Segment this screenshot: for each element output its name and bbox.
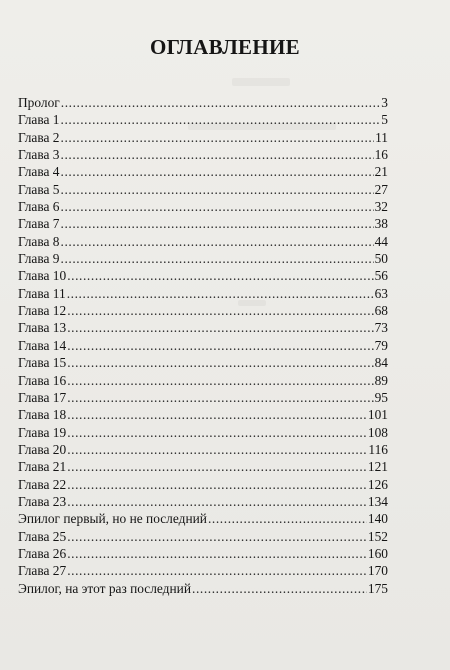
toc-entry [18, 389, 388, 406]
toc-entry [18, 354, 388, 371]
dot-leader [67, 354, 373, 371]
dot-leader [67, 441, 367, 458]
toc-entry-label: Глава 12 [18, 303, 67, 319]
toc-entry [18, 285, 388, 302]
dot-leader [67, 372, 373, 389]
dot-leader [61, 215, 374, 232]
toc-entry-label: Глава 7 [18, 216, 60, 232]
dot-leader [61, 250, 374, 267]
toc-entry-label: Глава 23 [18, 493, 67, 509]
toc-entry [18, 198, 388, 215]
toc-entry [18, 337, 388, 354]
toc-entry [18, 580, 388, 597]
toc-entry-page-number: 108 [367, 424, 388, 440]
dot-leader [67, 285, 374, 302]
dot-leader [192, 580, 367, 597]
dot-leader [67, 493, 367, 510]
toc-entry [18, 233, 388, 250]
toc-entry-label: Глава 22 [18, 476, 67, 492]
dot-leader [61, 233, 374, 250]
toc-entry-label: Глава 4 [18, 164, 60, 180]
toc-entry-label: Глава 1 [18, 112, 60, 128]
toc-entry [18, 406, 388, 423]
toc-entry-page-number: 56 [374, 268, 388, 284]
toc-entry-page-number: 73 [374, 320, 388, 336]
toc-entry-label: Глава 15 [18, 355, 67, 371]
toc-entry-page-number: 11 [375, 129, 388, 145]
toc-entry-page-number: 140 [367, 511, 388, 527]
toc-entry [18, 424, 388, 441]
dot-leader [61, 94, 381, 111]
toc-entry [18, 528, 388, 545]
toc-entry-page-number: 121 [367, 459, 388, 475]
toc-entry-page-number: 152 [367, 528, 388, 544]
toc-entry-label: Глава 14 [18, 337, 67, 353]
dot-leader [67, 319, 373, 336]
toc-entry-label: Глава 27 [18, 563, 67, 579]
toc-entry [18, 250, 388, 267]
toc-entry [18, 562, 388, 579]
toc-entry-page-number: 95 [374, 389, 388, 405]
dot-leader [67, 337, 373, 354]
toc-entry-label: Глава 9 [18, 251, 60, 267]
toc-entry [18, 476, 388, 493]
dot-leader [208, 510, 367, 527]
toc-entry-label: Глава 16 [18, 372, 67, 388]
toc-entry-label: Глава 21 [18, 459, 67, 475]
toc-entry-page-number: 79 [374, 337, 388, 353]
bleed-through-text [232, 78, 290, 86]
dot-leader [61, 129, 375, 146]
toc-entry-page-number: 44 [374, 233, 388, 249]
toc-entry-page-number: 116 [368, 441, 388, 457]
dot-leader [61, 146, 374, 163]
toc-entry-label: Глава 11 [18, 285, 66, 301]
dot-leader [67, 545, 367, 562]
toc-entry-label: Глава 18 [18, 407, 67, 423]
dot-leader [67, 562, 367, 579]
toc-entry [18, 215, 388, 232]
dot-leader [67, 458, 367, 475]
toc-entry [18, 458, 388, 475]
toc-entry-label: Глава 8 [18, 233, 60, 249]
toc-entry-label: Глава 19 [18, 424, 67, 440]
toc-entry [18, 267, 388, 284]
toc-entry-label: Глава 20 [18, 441, 67, 457]
toc-entry [18, 319, 388, 336]
toc-entry-page-number: 21 [374, 164, 388, 180]
toc-entry-page-number: 170 [367, 563, 388, 579]
toc-entry [18, 302, 388, 319]
toc-entry [18, 129, 388, 146]
dot-leader [67, 476, 367, 493]
toc-entry-page-number: 126 [367, 476, 388, 492]
dot-leader [61, 181, 374, 198]
toc-entry-page-number: 16 [374, 147, 388, 163]
toc-entry-page-number: 134 [367, 493, 388, 509]
toc-entry-label: Глава 25 [18, 528, 67, 544]
toc-entry-page-number: 84 [374, 355, 388, 371]
dot-leader [67, 302, 373, 319]
toc-entry-label: Глава 2 [18, 129, 60, 145]
toc-entry [18, 146, 388, 163]
toc-entry [18, 372, 388, 389]
toc-entry-label: Глава 17 [18, 389, 67, 405]
toc-entry [18, 111, 388, 128]
toc-entry-label: Глава 3 [18, 147, 60, 163]
dot-leader [67, 424, 367, 441]
toc-entry-page-number: 160 [367, 545, 388, 561]
toc-entry-page-number: 89 [374, 372, 388, 388]
page-title: ОГЛАВЛЕНИЕ [150, 35, 300, 59]
table-of-contents [18, 94, 388, 597]
dot-leader [67, 389, 373, 406]
dot-leader [61, 198, 374, 215]
toc-entry [18, 181, 388, 198]
toc-entry [18, 163, 388, 180]
toc-entry [18, 493, 388, 510]
toc-entry-page-number: 101 [367, 407, 388, 423]
toc-entry-label: Глава 5 [18, 181, 60, 197]
toc-entry-label: Глава 13 [18, 320, 67, 336]
toc-entry-page-number: 175 [367, 580, 388, 596]
toc-entry-page-number: 50 [374, 251, 388, 267]
toc-entry-page-number: 3 [381, 95, 388, 110]
toc-entry [18, 510, 388, 527]
dot-leader [61, 111, 381, 128]
toc-entry-label: Глава 10 [18, 268, 67, 284]
dot-leader [67, 267, 373, 284]
toc-entry-label: Глава 26 [18, 545, 67, 561]
toc-entry-page-number: 38 [374, 216, 388, 232]
toc-entry [18, 545, 388, 562]
dot-leader [67, 406, 367, 423]
toc-entry [18, 94, 388, 111]
toc-entry-label: Глава 6 [18, 199, 60, 215]
toc-entry-page-number: 63 [374, 285, 388, 301]
toc-entry-label: Эпилог, на этот раз последний [18, 580, 191, 596]
toc-entry-page-number: 5 [381, 112, 388, 128]
toc-entry-label: Эпилог первый, но не последний [18, 511, 207, 527]
toc-entry [18, 441, 388, 458]
toc-entry-page-number: 32 [374, 199, 388, 215]
dot-leader [67, 528, 367, 545]
dot-leader [61, 163, 374, 180]
toc-entry-page-number: 68 [374, 303, 388, 319]
toc-entry-label: Пролог [18, 95, 60, 110]
toc-entry-page-number: 27 [374, 181, 388, 197]
